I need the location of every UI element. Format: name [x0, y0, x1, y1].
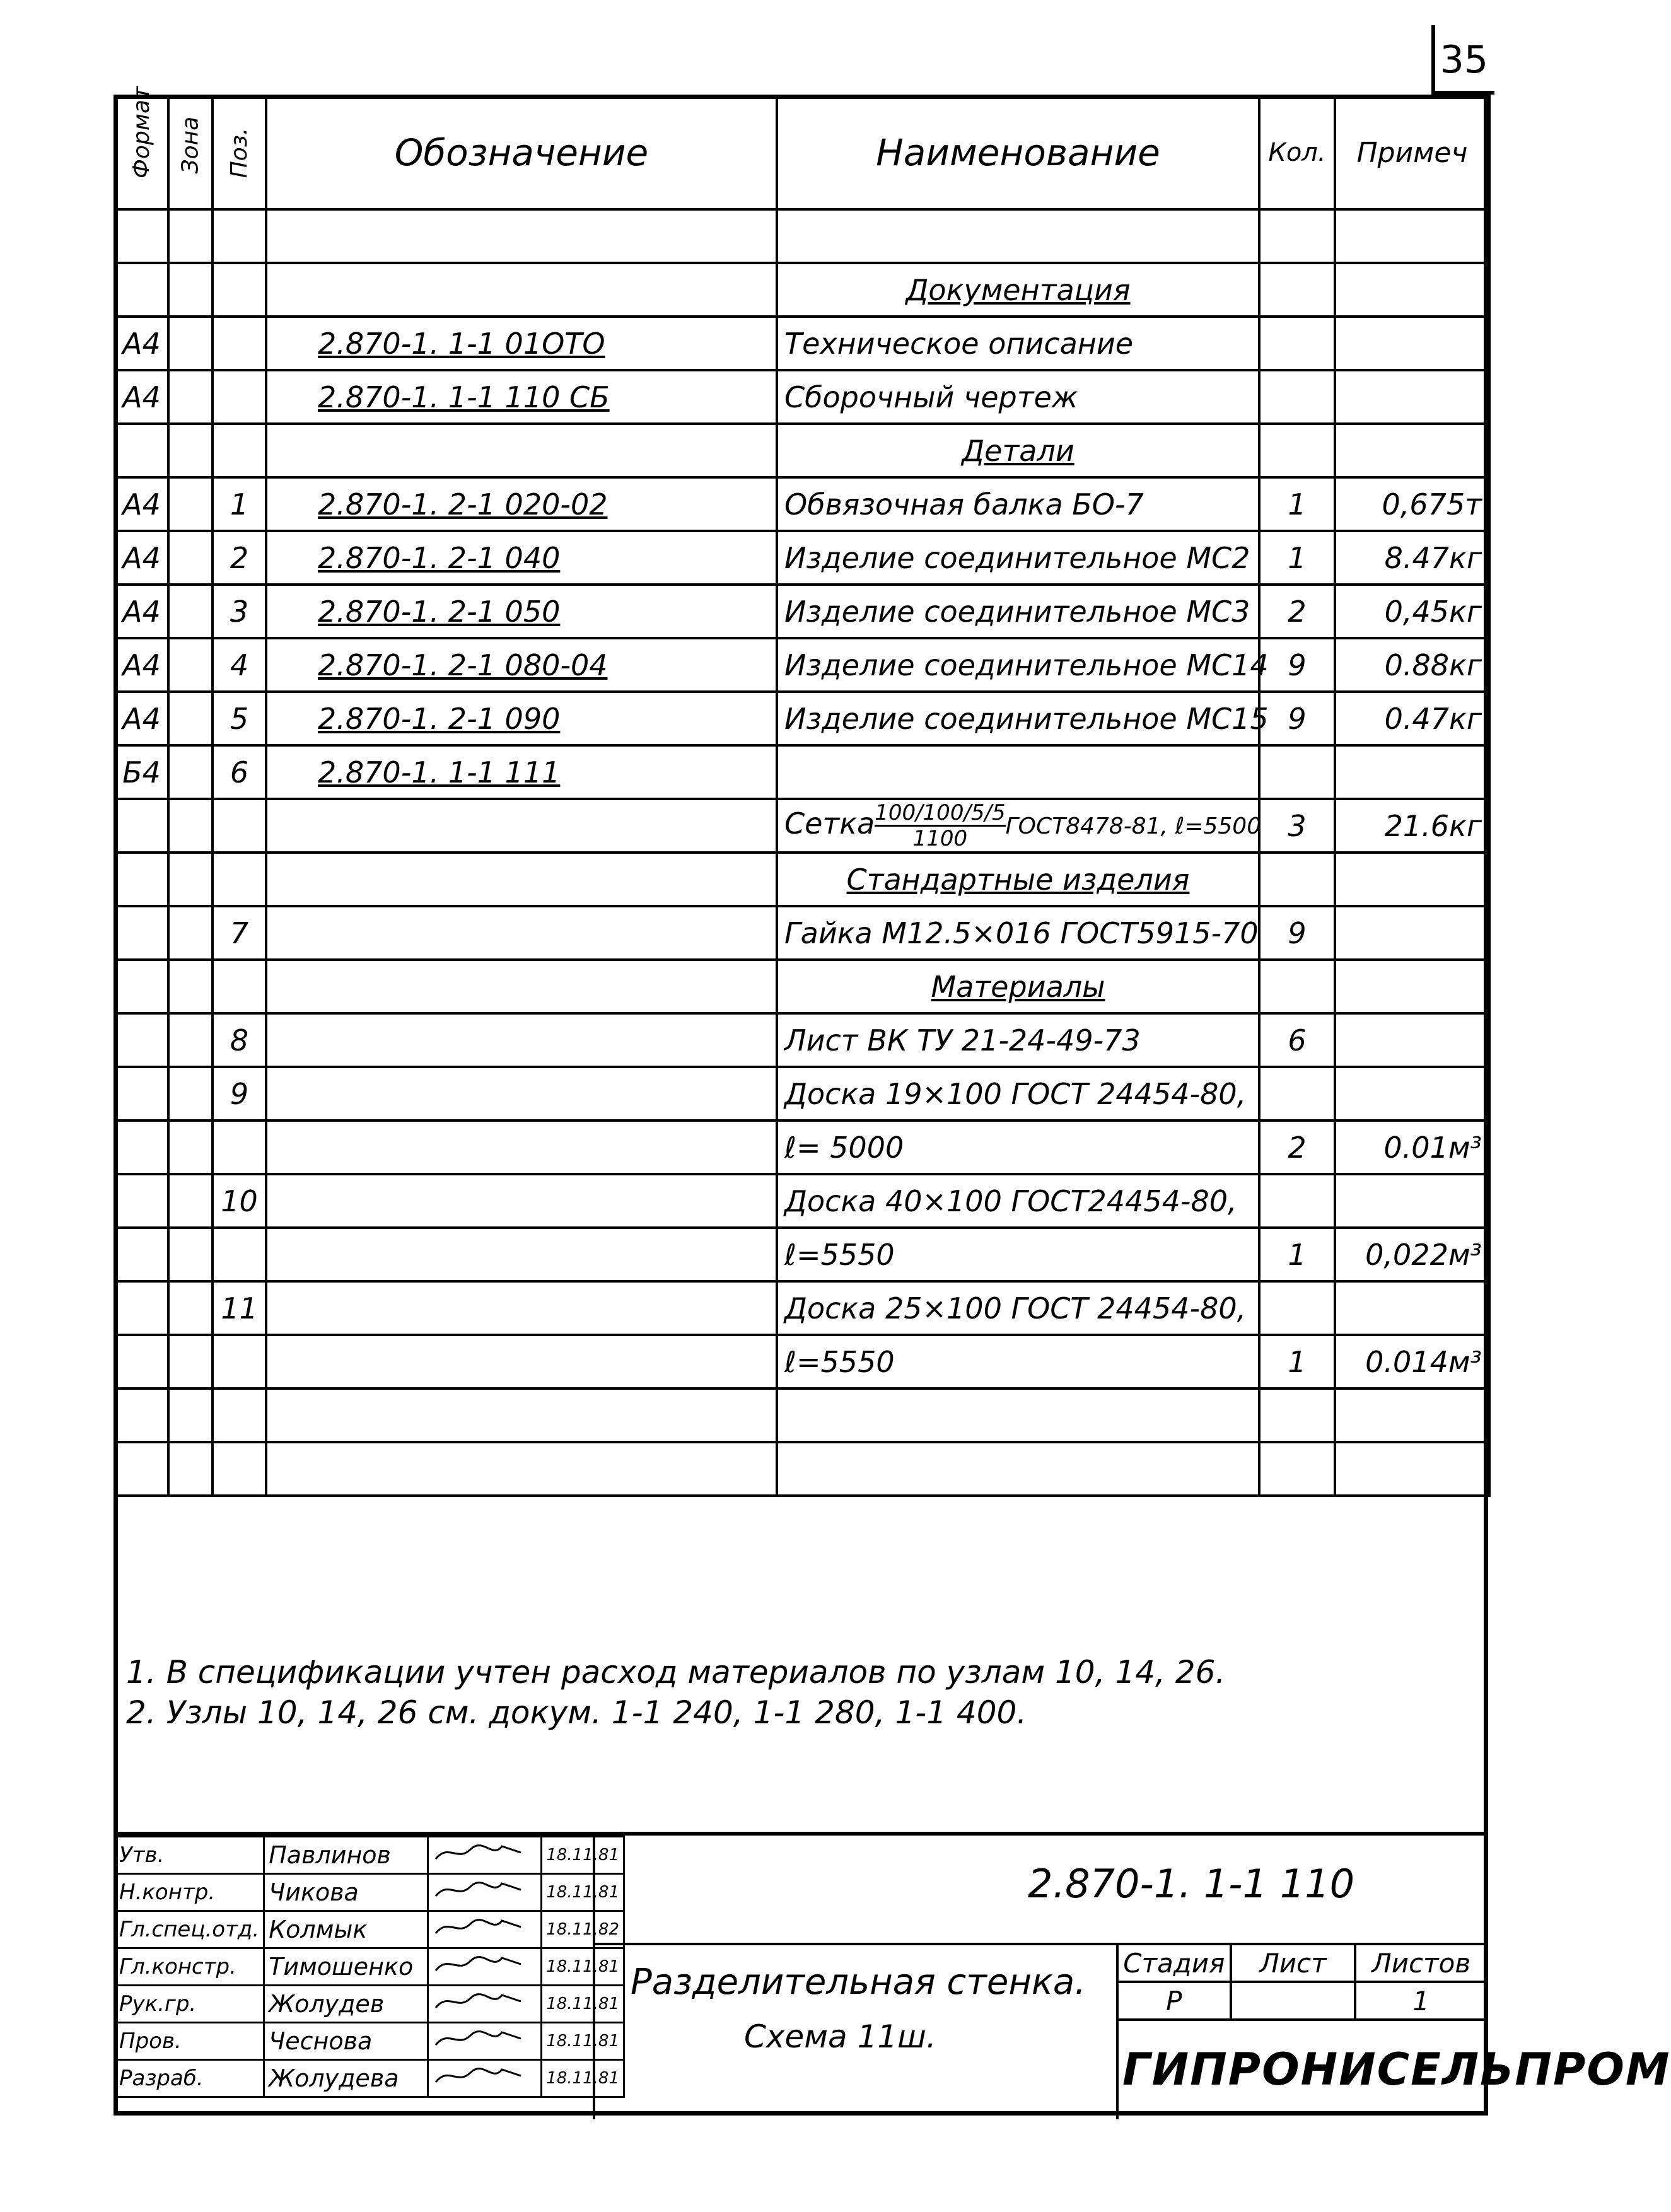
cell-name	[777, 209, 1259, 263]
cell-qty: 6	[1259, 1013, 1335, 1067]
cell-pos	[213, 1442, 266, 1496]
cell-name: Доска 25×100 ГОСТ 24454-80,	[777, 1281, 1259, 1335]
specification-table	[114, 86, 1491, 1497]
signature-name: Колмык	[264, 1911, 428, 1948]
section-row	[115, 853, 1489, 906]
cell-qty	[1259, 263, 1335, 317]
cell-designation	[266, 1121, 777, 1174]
cell-format	[115, 209, 168, 263]
cell-note: 8.47кг	[1335, 531, 1489, 585]
cell-pos	[213, 1388, 266, 1442]
table-row	[115, 1442, 1489, 1496]
header-note: Примеч	[1335, 96, 1489, 209]
sheets-value: 1	[1355, 1982, 1487, 2020]
cell-zone	[168, 1013, 213, 1067]
cell-qty	[1259, 1388, 1335, 1442]
cell-format	[115, 424, 168, 477]
stage-table	[1116, 1943, 1488, 2021]
cell-note	[1335, 1067, 1489, 1121]
table-row	[115, 1281, 1489, 1335]
cell-zone	[168, 531, 213, 585]
table-row	[115, 1388, 1489, 1442]
cell-name: Изделие соединительное МС3	[777, 585, 1259, 638]
cell-note	[1335, 906, 1489, 960]
sheet-number: 35	[1431, 25, 1494, 95]
signature-icon	[433, 1840, 527, 1865]
cell-zone	[168, 370, 213, 424]
cell-note: 0.01м³	[1335, 1121, 1489, 1174]
signature-name: Чеснова	[264, 2023, 428, 2060]
section-row	[115, 424, 1489, 477]
cell-designation	[266, 853, 777, 906]
cell-pos	[213, 1335, 266, 1388]
signature-mark	[428, 1948, 542, 1986]
cell-pos: 4	[213, 638, 266, 692]
cell-name: Документация	[777, 263, 1259, 317]
sheets-label: Листов	[1355, 1944, 1487, 1982]
table-row	[115, 370, 1489, 424]
cell-designation	[266, 209, 777, 263]
signature-role: Рук.гр.	[115, 1986, 264, 2023]
cell-qty: 2	[1259, 1121, 1335, 1174]
header-name: Наименование	[777, 96, 1259, 209]
cell-format: А4	[115, 370, 168, 424]
cell-designation	[266, 960, 777, 1013]
cell-qty	[1259, 1174, 1335, 1228]
signature-date: 18.11.81	[542, 1948, 624, 1986]
cell-zone	[168, 585, 213, 638]
cell-format: А4	[115, 477, 168, 531]
cell-name: Обвязочная балка БО-7	[777, 477, 1259, 531]
cell-designation	[266, 799, 777, 853]
stage-label: Стадия	[1117, 1944, 1231, 1982]
cell-name: Стандартные изделия	[777, 853, 1259, 906]
signature-date: 18.11.82	[542, 1911, 624, 1948]
cell-pos	[213, 317, 266, 370]
cell-designation	[266, 1442, 777, 1496]
cell-note: 0,45кг	[1335, 585, 1489, 638]
header-qty: Кол.	[1259, 96, 1335, 209]
note-2: 2. Узлы 10, 14, 26 см. докум. 1-1 240, 1-1 280, 1-1 400.	[126, 1694, 1027, 1731]
signature-name: Тимошенко	[264, 1948, 428, 1986]
cell-name	[777, 799, 1262, 853]
signature-icon	[433, 2026, 527, 2051]
cell-designation: 2.870-1. 2-1 080-04	[266, 638, 777, 692]
cell-designation: 2.870-1. 2-1 020-02	[266, 477, 777, 531]
cell-designation	[266, 906, 777, 960]
cell-format: А4	[115, 692, 168, 745]
table-row	[115, 1121, 1489, 1174]
cell-zone	[168, 1388, 213, 1442]
signature-role: Н.контр.	[115, 1874, 264, 1911]
cell-name	[777, 1388, 1259, 1442]
cell-format: А4	[115, 317, 168, 370]
cell-name: Гайка М12.5×016 ГОСТ5915-70	[777, 906, 1259, 960]
signature-mark	[428, 2023, 542, 2060]
document-code: 2.870-1. 1-1 110	[1028, 1861, 1355, 1907]
table-row	[115, 745, 1489, 799]
cell-designation	[266, 424, 777, 477]
cell-pos: 7	[213, 906, 266, 960]
cell-format	[115, 906, 168, 960]
title-block	[114, 1832, 1671, 2119]
signature-name: Чикова	[264, 1874, 428, 1911]
signature-role: Гл.спец.отд.	[115, 1911, 264, 1948]
signature-mark	[428, 1911, 542, 1948]
signature-date: 18.11.81	[542, 2023, 624, 2060]
signature-mark	[428, 1837, 542, 1874]
cell-format: А4	[115, 585, 168, 638]
signature-icon	[433, 1877, 527, 1902]
table-row	[115, 317, 1489, 370]
mesh-denominator: 1100	[912, 826, 968, 851]
table-row	[115, 531, 1489, 585]
cell-designation	[266, 1281, 777, 1335]
cell-pos: 1	[213, 477, 266, 531]
signature-role: Гл.констр.	[115, 1948, 264, 1986]
table-row	[115, 585, 1489, 638]
cell-designation: 2.870-1. 1-1 111	[266, 745, 777, 799]
cell-name: Изделие соединительное МС2	[777, 531, 1259, 585]
table-row	[115, 799, 1489, 853]
table-row	[115, 1067, 1489, 1121]
cell-note	[1335, 263, 1489, 317]
cell-qty: 1	[1259, 1335, 1335, 1388]
cell-zone	[168, 477, 213, 531]
cell-note	[1335, 424, 1489, 477]
cell-qty	[1259, 209, 1335, 263]
signature-role: Утв.	[115, 1837, 264, 1874]
cell-zone	[168, 263, 213, 317]
cell-format	[115, 1174, 168, 1228]
cell-note	[1335, 1013, 1489, 1067]
cell-note: 0,022м³	[1335, 1228, 1489, 1281]
notes	[126, 1652, 1450, 1733]
cell-pos	[213, 1228, 266, 1281]
cell-pos	[213, 424, 266, 477]
cell-note	[1335, 853, 1489, 906]
cell-pos: 2	[213, 531, 266, 585]
cell-format	[115, 853, 168, 906]
tb-divider	[593, 1836, 595, 2119]
cell-pos: 11	[213, 1281, 266, 1335]
cell-designation	[266, 1388, 777, 1442]
cell-pos	[213, 370, 266, 424]
cell-qty	[1259, 1067, 1335, 1121]
cell-pos	[213, 1121, 266, 1174]
sheet-label: Лист	[1231, 1944, 1356, 1982]
signature-icon	[433, 2063, 527, 2088]
cell-format: А4	[115, 531, 168, 585]
cell-zone	[168, 317, 213, 370]
cell-qty	[1259, 370, 1335, 424]
cell-qty	[1259, 424, 1335, 477]
signature-mark	[428, 1874, 542, 1911]
signature-role: Разраб.	[115, 2060, 264, 2097]
signature-icon	[433, 1952, 527, 1977]
cell-note: 0.47кг	[1335, 692, 1489, 745]
cell-format	[115, 960, 168, 1013]
cell-pos	[213, 263, 266, 317]
cell-qty	[1259, 853, 1335, 906]
cell-name: Детали	[777, 424, 1259, 477]
cell-zone	[168, 960, 213, 1013]
signature-date: 18.11.81	[542, 1986, 624, 2023]
cell-zone	[168, 745, 213, 799]
signature-icon	[433, 1989, 527, 2014]
cell-name: Изделие соединительное МС14	[777, 638, 1259, 692]
cell-note: 0,675т	[1335, 477, 1489, 531]
cell-qty: 9	[1259, 906, 1335, 960]
cell-note	[1335, 1388, 1489, 1442]
cell-note	[1335, 745, 1489, 799]
cell-designation: 2.870-1. 1-1 110 СБ	[266, 370, 777, 424]
mesh-fraction	[875, 801, 1005, 851]
cell-qty	[1259, 960, 1335, 1013]
cell-format	[115, 1335, 168, 1388]
cell-note	[1335, 317, 1489, 370]
cell-note	[1335, 1281, 1489, 1335]
signature-name: Павлинов	[264, 1837, 428, 1874]
cell-zone	[168, 1174, 213, 1228]
cell-name	[777, 1442, 1259, 1496]
cell-designation: 2.870-1. 2-1 050	[266, 585, 777, 638]
header-format: Формат	[115, 96, 168, 209]
mesh-numerator: 100/100/5/5	[875, 800, 1006, 825]
cell-format	[115, 1442, 168, 1496]
cell-pos: 10	[213, 1174, 266, 1228]
cell-zone	[168, 853, 213, 906]
cell-format	[115, 1388, 168, 1442]
cell-pos: 9	[213, 1067, 266, 1121]
signature-row	[115, 1911, 624, 1948]
cell-name: ℓ=5550	[777, 1335, 1259, 1388]
cell-qty: 9	[1259, 638, 1335, 692]
cell-note	[1335, 209, 1489, 263]
cell-note	[1335, 370, 1489, 424]
cell-zone	[168, 424, 213, 477]
cell-zone	[168, 1281, 213, 1335]
cell-format	[115, 1121, 168, 1174]
table-row	[115, 209, 1489, 263]
cell-designation	[266, 1067, 777, 1121]
signature-row	[115, 2023, 624, 2060]
cell-pos	[213, 960, 266, 1013]
cell-qty: 1	[1259, 531, 1335, 585]
table-row	[115, 1174, 1489, 1228]
cell-format: Б4	[115, 745, 168, 799]
cell-pos	[213, 209, 266, 263]
stage-value: Р	[1117, 1982, 1231, 2020]
document-title: Разделительная стенка.	[631, 1962, 1086, 2003]
cell-name: Изделие соединительное МС15	[777, 692, 1259, 745]
table-row	[115, 1228, 1489, 1281]
cell-note	[1335, 960, 1489, 1013]
table-row	[115, 1335, 1489, 1388]
cell-pos: 5	[213, 692, 266, 745]
cell-zone	[168, 1442, 213, 1496]
cell-zone	[168, 209, 213, 263]
cell-qty: 1	[1259, 477, 1335, 531]
cell-zone	[168, 1067, 213, 1121]
cell-designation	[266, 1174, 777, 1228]
mesh-label: Сетка	[784, 806, 875, 841]
cell-zone	[168, 1335, 213, 1388]
cell-qty	[1259, 745, 1335, 799]
cell-format	[115, 1067, 168, 1121]
cell-qty: 2	[1259, 585, 1335, 638]
cell-zone	[168, 799, 213, 853]
cell-designation	[266, 263, 777, 317]
cell-designation	[266, 1013, 777, 1067]
cell-zone	[168, 692, 213, 745]
signature-table	[114, 1836, 625, 2098]
signature-row	[115, 1986, 624, 2023]
cell-name: Лист ВК ТУ 21-24-49-73	[777, 1013, 1259, 1067]
signature-row	[115, 1874, 624, 1911]
cell-designation	[266, 1335, 777, 1388]
cell-qty	[1259, 1442, 1335, 1496]
note-1: 1. В спецификации учтен расход материалов по узлам 10, 14, 26.	[126, 1654, 1226, 1691]
signature-role: Пров.	[115, 2023, 264, 2060]
signature-row	[115, 1837, 624, 1874]
cell-designation: 2.870-1. 2-1 090	[266, 692, 777, 745]
signature-date: 18.11.81	[542, 1837, 624, 1874]
cell-pos: 8	[213, 1013, 266, 1067]
header-designation: Обозначение	[266, 96, 777, 209]
cell-name: Доска 40×100 ГОСТ24454-80,	[777, 1174, 1259, 1228]
header-zone: Зона	[168, 96, 213, 209]
cell-designation	[266, 1228, 777, 1281]
cell-format	[115, 1281, 168, 1335]
document-subtitle: Схема 11ш.	[744, 2018, 936, 2055]
signature-mark	[428, 1986, 542, 2023]
cell-designation: 2.870-1. 2-1 040	[266, 531, 777, 585]
cell-zone	[168, 1228, 213, 1281]
signature-row	[115, 2060, 624, 2097]
cell-name	[777, 745, 1259, 799]
cell-qty: 9	[1259, 692, 1335, 745]
cell-note: 0.014м³	[1335, 1335, 1489, 1388]
cell-note: 21.6кг	[1335, 799, 1489, 853]
organization-name: ГИПРОНИСЕЛЬПРОМ	[1122, 2044, 1671, 2095]
table-row	[115, 692, 1489, 745]
signature-date: 18.11.81	[542, 1874, 624, 1911]
sheet-value	[1231, 1982, 1356, 2020]
cell-name: Доска 19×100 ГОСТ 24454-80,	[777, 1067, 1259, 1121]
cell-format	[115, 1228, 168, 1281]
table-row	[115, 477, 1489, 531]
table-row	[115, 906, 1489, 960]
cell-format	[115, 799, 168, 853]
cell-qty: 1	[1259, 1228, 1335, 1281]
header-pos: Поз.	[213, 96, 266, 209]
section-row	[115, 263, 1489, 317]
table-row	[115, 638, 1489, 692]
cell-note	[1335, 1442, 1489, 1496]
cell-pos: 6	[213, 745, 266, 799]
signature-row	[115, 1948, 624, 1986]
cell-format: А4	[115, 638, 168, 692]
table-header-row	[115, 96, 1489, 209]
cell-name: Материалы	[777, 960, 1259, 1013]
table-row	[115, 1013, 1489, 1067]
signature-mark	[428, 2060, 542, 2097]
signature-date: 18.11.81	[542, 2060, 624, 2097]
cell-zone	[168, 638, 213, 692]
cell-pos	[213, 799, 266, 853]
cell-name: Техническое описание	[777, 317, 1259, 370]
cell-pos	[213, 853, 266, 906]
section-row	[115, 960, 1489, 1013]
cell-zone	[168, 1121, 213, 1174]
cell-qty	[1259, 317, 1335, 370]
signature-icon	[433, 1914, 527, 1940]
cell-pos: 3	[213, 585, 266, 638]
cell-name: Сборочный чертеж	[777, 370, 1259, 424]
cell-note	[1335, 1174, 1489, 1228]
cell-name: ℓ= 5000	[777, 1121, 1259, 1174]
cell-designation: 2.870-1. 1-1 01ОТО	[266, 317, 777, 370]
signature-name: Жолудева	[264, 2060, 428, 2097]
cell-qty	[1259, 1281, 1335, 1335]
cell-name: ℓ=5550	[777, 1228, 1259, 1281]
cell-zone	[168, 906, 213, 960]
signature-name: Жолудев	[264, 1986, 428, 2023]
cell-format	[115, 263, 168, 317]
cell-note: 0.88кг	[1335, 638, 1489, 692]
mesh-suffix: ГОСТ8478-81, ℓ=5500	[1005, 813, 1262, 839]
cell-qty: 3	[1259, 799, 1335, 853]
cell-format	[115, 1013, 168, 1067]
